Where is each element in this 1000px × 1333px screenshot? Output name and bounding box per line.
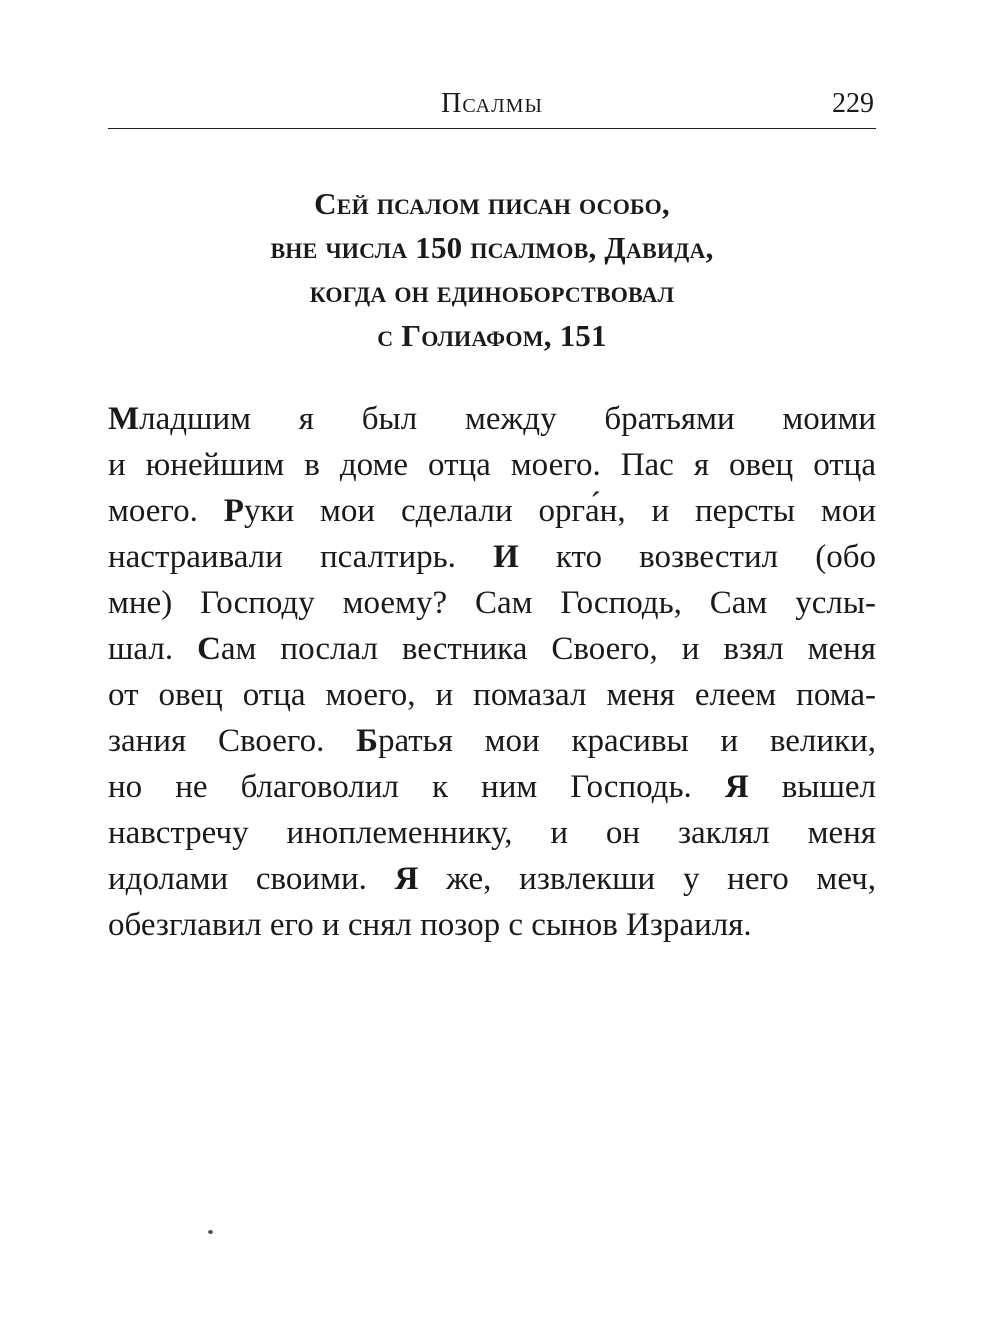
- text-run: вышел: [748, 769, 876, 805]
- text-run: моего.: [108, 493, 224, 529]
- heading-line: вне числа 150 псалмов, Давида,: [270, 230, 714, 265]
- text-line: [108, 534, 876, 580]
- psalm-text: [108, 396, 876, 948]
- text-line: [108, 626, 876, 672]
- verse-initial: Я: [394, 861, 419, 897]
- text-line: [108, 810, 876, 856]
- text-run: ратья мои красивы и велики,: [377, 723, 877, 759]
- text-run: мне) Господу моему? Сам Господь, Сам услы-: [108, 585, 876, 621]
- text-line: [108, 718, 876, 764]
- text-line: [108, 442, 876, 488]
- text-line: [108, 396, 876, 442]
- verse-initial: И: [493, 539, 519, 575]
- heading-line: с Голиафом, 151: [377, 318, 607, 353]
- text-run: от овец отца моего, и помазал меня елеем пома-: [108, 677, 876, 713]
- text-line: [108, 902, 876, 948]
- text-run: зания Своего.: [108, 723, 357, 759]
- text-run: идолами своими.: [108, 861, 395, 897]
- verse-initial: М: [108, 401, 140, 437]
- running-title: Псалмы: [441, 88, 543, 119]
- psalm-heading: [108, 182, 876, 358]
- text-run: уки мои сделали орга́н, и персты мои: [243, 493, 876, 529]
- text-line: [108, 580, 876, 626]
- text-run: же, извлекши у него меч,: [418, 861, 876, 897]
- verse-initial: Я: [724, 769, 749, 805]
- text-run: ладшим я был между братьями моими: [139, 401, 876, 437]
- heading-line: Сей псалом писан особо,: [314, 186, 670, 221]
- page-number: 229: [832, 88, 874, 119]
- text-run: ам послал вестника Своего, и взял меня: [220, 631, 876, 667]
- running-head: [108, 88, 876, 129]
- text-run: навстречу иноплеменнику, и он заклял меня: [108, 815, 876, 851]
- paper-speck: [208, 1230, 213, 1234]
- text-run: кто возвестил (обо: [518, 539, 877, 575]
- verse-initial: Б: [356, 723, 378, 759]
- text-run: настраивали псалтирь.: [108, 539, 494, 575]
- text-run: и юнейшим в доме отца моего. Пас я овец отца: [108, 447, 876, 483]
- heading-line: когда он единоборствовал: [309, 274, 675, 309]
- verse-initial: С: [197, 631, 221, 667]
- text-run: обезглавил его и снял позор с сынов Израиля.: [108, 907, 752, 943]
- text-line: [108, 856, 876, 902]
- text-line: [108, 764, 876, 810]
- text-line: [108, 672, 876, 718]
- verse-initial: Р: [223, 493, 244, 529]
- text-run: шал.: [108, 631, 198, 667]
- text-line: [108, 488, 876, 534]
- text-run: но не благоволил к ним Господь.: [108, 769, 725, 805]
